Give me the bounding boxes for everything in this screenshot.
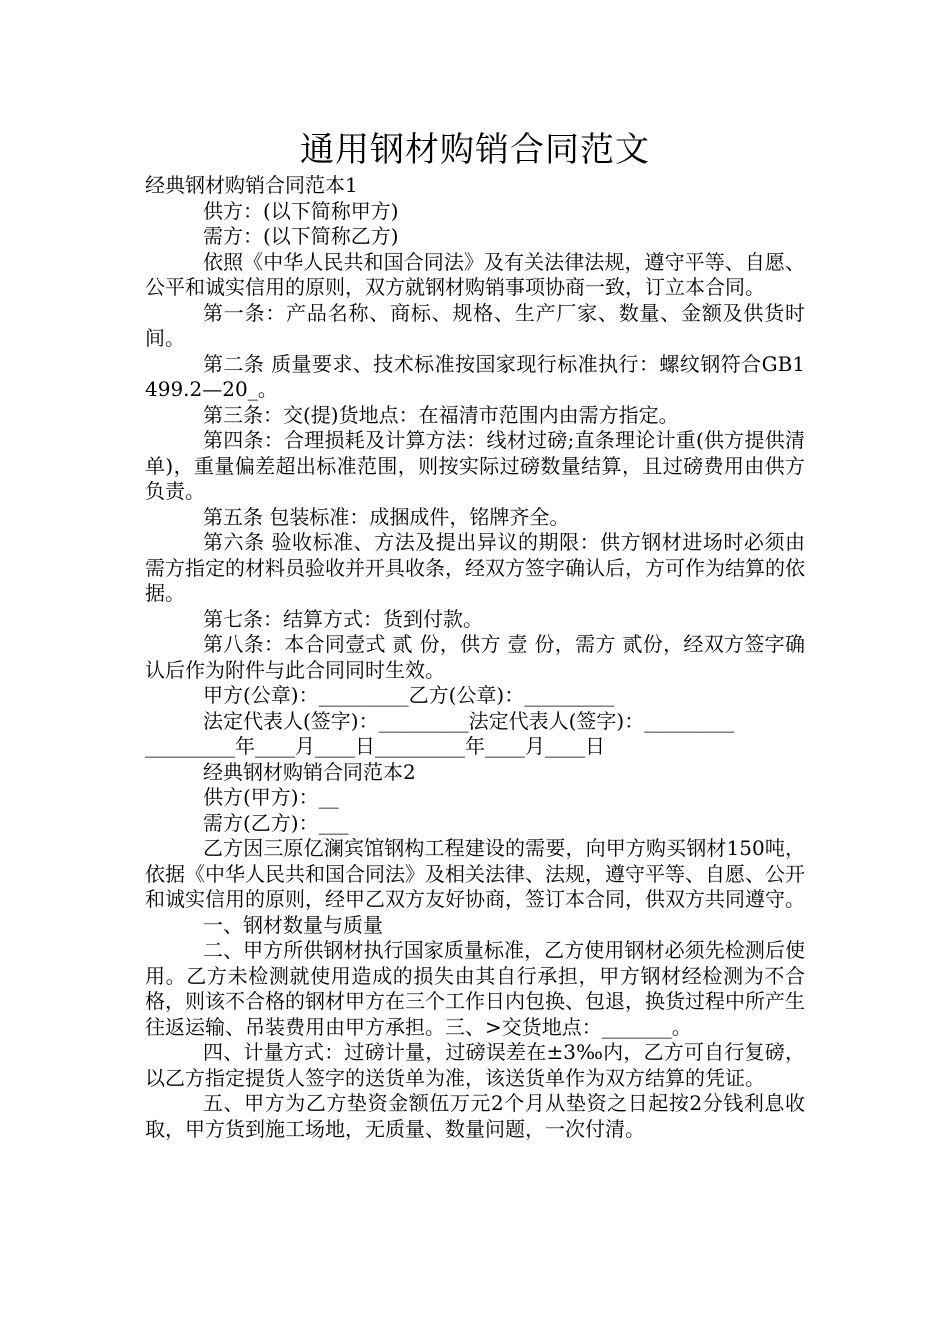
sample2-heading: 经典钢材购销合同范本2 [203, 759, 416, 784]
sample2-section-1: 一、钢材数量与质量 [203, 912, 383, 937]
sample1-article-7: 第七条：结算方式：货到付款。 [203, 606, 483, 631]
sample1-representative-line: 法定代表人(签字)：_________法定代表人(签字)：_________ [203, 708, 735, 733]
sample1-article-3: 第三条：交(提)货地点：在福清市范围内由需方指定。 [203, 402, 679, 427]
sample1-article-2: 第二条 质量要求、技术标准按国家现行标准执行：螺纹钢符合GB1499.2—20_。 [145, 351, 805, 401]
sample2-intro: 乙方因三原亿澜宾馆钢构工程建设的需要，向甲方购买钢材150吨，依据《中华人民共和国合同法》及相关法律、法规，遵守平等、自愿、公开和诚实信用的原则，经甲乙双方友好协商，签订本合同，供双方共同遵守。 [145, 836, 805, 911]
sample2-supplier: 供方(甲方)：__ [203, 785, 339, 809]
sample1-article-1: 第一条：产品名称、商标、规格、生产厂家、数量、金额及供货时间。 [145, 300, 805, 350]
sample1-seal-line: 甲方(公章)：_________乙方(公章)：_________ [203, 683, 615, 707]
sample1-article-6: 第六条 验收标准、方法及提出异议的期限：供方钢材进场时必须由需方指定的材料员验收并开具收条，经双方签字确认后，方可作为结算的依据。 [145, 530, 805, 605]
sample1-article-5: 第五条 包装标准：成捆成件，铭牌齐全。 [203, 504, 570, 529]
sample1-intro: 依照《中华人民共和国合同法》及有关法律法规，遵守平等、自愿、公平和诚实信用的原则，双方就钢材购销事项协商一致，订立本合同。 [145, 249, 805, 299]
sample2-section-5: 五、甲方为乙方垫资金额伍万元2个月从垫资之日起按2分钱利息收取，甲方货到施工场地，无质量、数量问题，一次付清。 [145, 1091, 805, 1141]
sample2-section-4: 四、计量方式：过磅计量，过磅误差在±3‰内，乙方可自行复磅，以乙方指定提货人签字的送货单为准，该送货单作为双方结算的凭证。 [145, 1040, 805, 1090]
sample1-supplier: 供方：(以下简称甲方) [203, 198, 399, 223]
document-title: 通用钢材购销合同范文 [300, 130, 650, 170]
sample2-buyer: 需方(乙方)：___ [203, 810, 349, 835]
sample1-date-line: _________年____月____日_________年____月____日 [145, 734, 605, 758]
sample1-buyer: 需方：(以下简称乙方) [203, 224, 399, 248]
sample1-heading: 经典钢材购销合同范本1 [145, 173, 358, 197]
document-page [145, 128, 805, 1142]
sample1-article-8: 第八条：本合同壹式 贰 份，供方 壹 份，需方 贰份，经双方签字确认后作为附件与此合同同时生效。 [145, 632, 805, 682]
sample1-article-4: 第四条：合理损耗及计算方法：线材过磅;直条理论计重(供方提供清单)，重量偏差超出标准范围，则按实际过磅数量结算，且过磅费用由供方负责。 [145, 428, 805, 503]
sample2-section-2: 二、甲方所供钢材执行国家质量标准，乙方使用钢材必须先检测后使用。乙方未检测就使用造成的损失由其自行承担，甲方钢材经检测为不合格，则该不合格的钢材甲方在三个工作日内包换、包退，换货过程中所产生往返运输、吊装费用由甲方承担。三、>交货地点：_______。 [145, 938, 805, 1039]
